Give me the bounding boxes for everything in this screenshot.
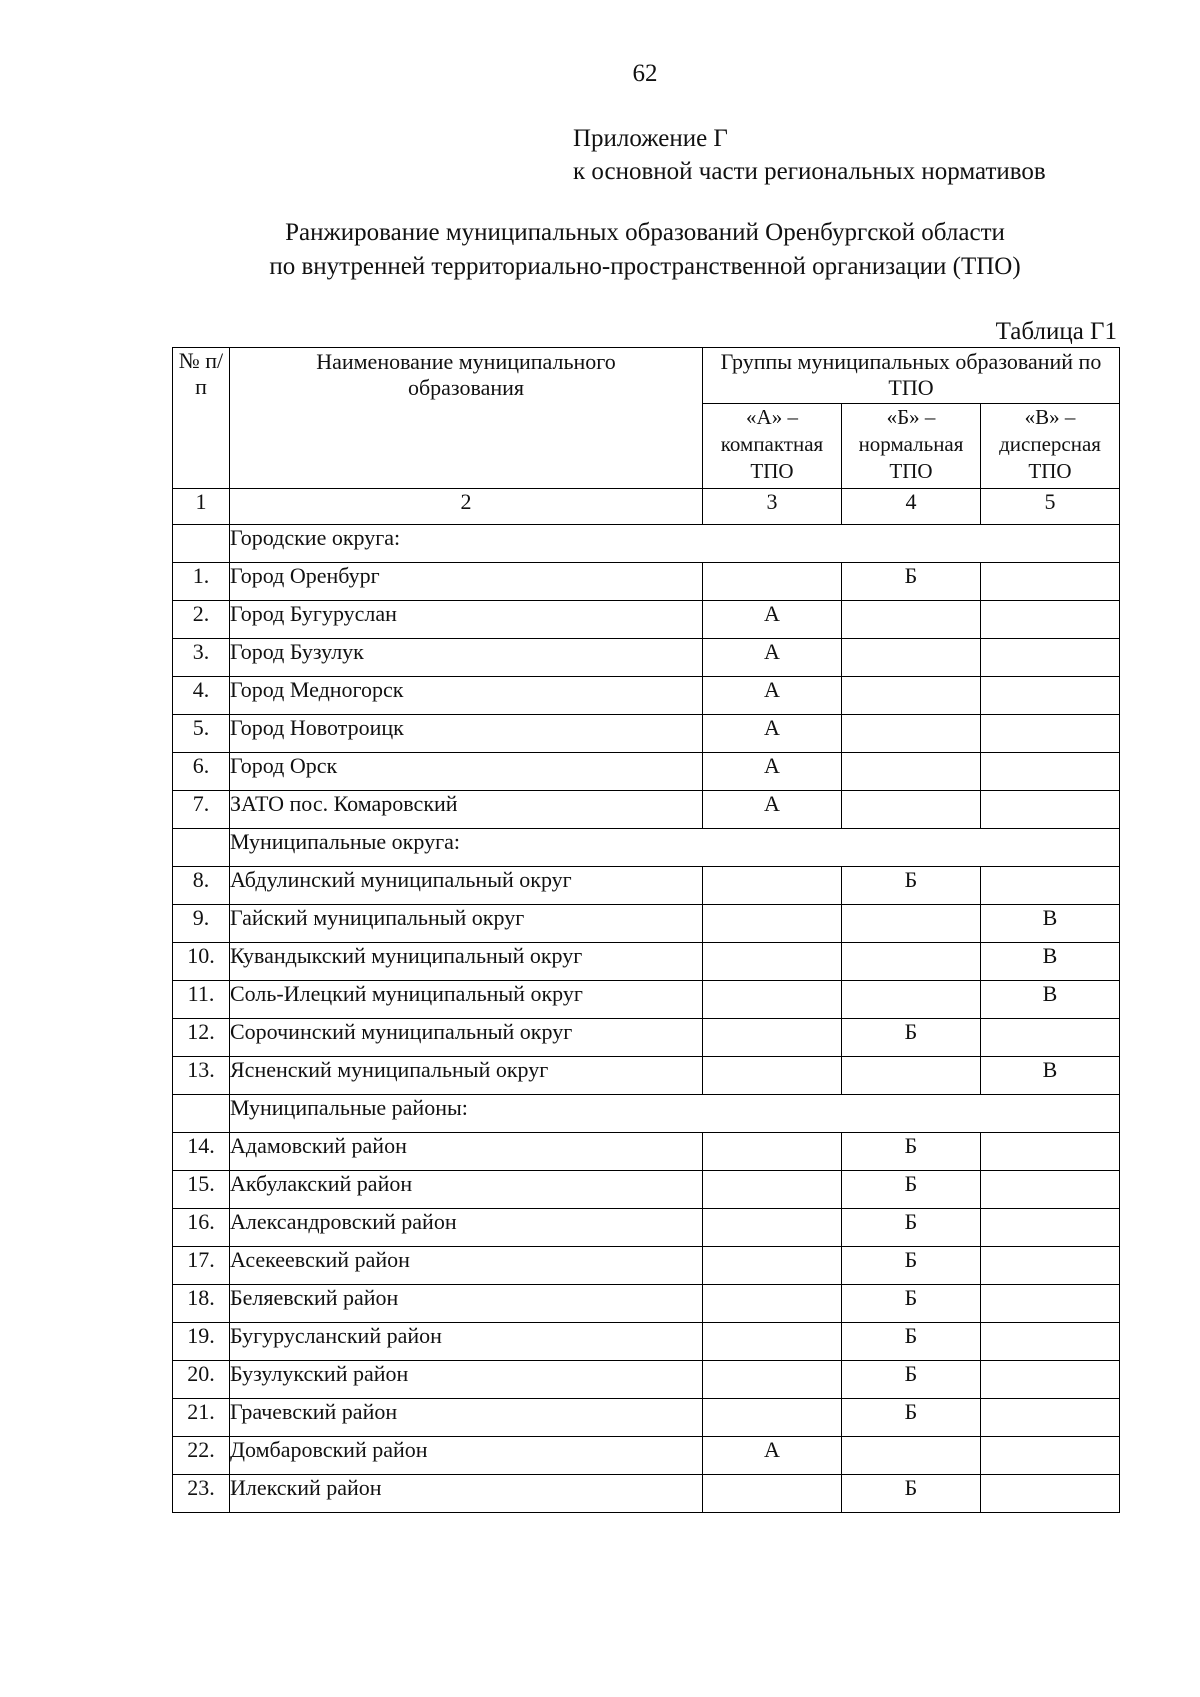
row-name: Ясненский муниципальный округ — [230, 1057, 703, 1095]
group-b-mark — [842, 677, 981, 715]
row-name: Город Бугуруслан — [230, 601, 703, 639]
row-number: 8. — [173, 867, 230, 905]
group-a-mark: А — [703, 677, 842, 715]
group-c-mark — [981, 1361, 1120, 1399]
group-a-mark — [703, 981, 842, 1019]
group-c-mark: В — [981, 943, 1120, 981]
table-row — [173, 791, 1120, 829]
group-c-mark — [981, 1019, 1120, 1057]
col-number: 2 — [230, 489, 703, 525]
table-row — [173, 1437, 1120, 1475]
table-row — [173, 1209, 1120, 1247]
group-c-mark — [981, 1475, 1120, 1513]
section-num-empty — [173, 829, 230, 867]
row-name: Домбаровский район — [230, 1437, 703, 1475]
section-title: Городские округа: — [230, 525, 1120, 563]
group-c-mark — [981, 1133, 1120, 1171]
row-name: Город Новотроицк — [230, 715, 703, 753]
group-a-mark — [703, 1133, 842, 1171]
group-b-mark — [842, 639, 981, 677]
row-number: 4. — [173, 677, 230, 715]
row-name: ЗАТО пос. Комаровский — [230, 791, 703, 829]
row-number: 11. — [173, 981, 230, 1019]
group-c-mark — [981, 1209, 1120, 1247]
group-a-mark — [703, 867, 842, 905]
group-a-mark — [703, 905, 842, 943]
appendix-line-2: к основной части региональных нормативов — [573, 158, 1046, 185]
group-c-mark — [981, 677, 1120, 715]
section-row — [173, 829, 1120, 867]
table-row — [173, 715, 1120, 753]
page-number: 62 — [632, 60, 658, 87]
group-b-mark — [842, 905, 981, 943]
row-number: 19. — [173, 1323, 230, 1361]
group-a-mark — [703, 1209, 842, 1247]
row-name: Абдулинский муниципальный округ — [230, 867, 703, 905]
section-row — [173, 1095, 1120, 1133]
group-b-mark — [842, 1437, 981, 1475]
row-name: Гайский муниципальный округ — [230, 905, 703, 943]
header-group-a: «А» – компактная ТПО — [703, 404, 842, 489]
group-b-mark — [842, 943, 981, 981]
header-num: № п/п — [173, 348, 230, 489]
table-row — [173, 1133, 1120, 1171]
title-line-1: Ранжирование муниципальных образований Оренбургской области — [285, 219, 1005, 246]
row-number: 13. — [173, 1057, 230, 1095]
col-number: 1 — [173, 489, 230, 525]
group-a-mark: А — [703, 715, 842, 753]
table-row — [173, 1475, 1120, 1513]
header-groups: Группы муниципальных образований по ТПО — [703, 348, 1120, 404]
row-name: Беляевский район — [230, 1285, 703, 1323]
group-b-mark: Б — [842, 1285, 981, 1323]
group-c-mark — [981, 1171, 1120, 1209]
header-group-b: «Б» – нормальная ТПО — [842, 404, 981, 489]
group-c-mark: В — [981, 1057, 1120, 1095]
table-row — [173, 601, 1120, 639]
appendix-line-1: Приложение Г — [573, 125, 728, 152]
table-row — [173, 1323, 1120, 1361]
group-b-mark: Б — [842, 1323, 981, 1361]
row-number: 6. — [173, 753, 230, 791]
group-a-mark — [703, 1323, 842, 1361]
row-name: Город Бузулук — [230, 639, 703, 677]
group-b-mark: Б — [842, 867, 981, 905]
group-a-mark — [703, 563, 842, 601]
group-c-mark — [981, 867, 1120, 905]
row-number: 16. — [173, 1209, 230, 1247]
row-number: 5. — [173, 715, 230, 753]
group-b-mark: Б — [842, 563, 981, 601]
row-number: 15. — [173, 1171, 230, 1209]
group-c-mark: В — [981, 905, 1120, 943]
group-a-mark: А — [703, 639, 842, 677]
group-c-mark — [981, 1285, 1120, 1323]
row-number: 18. — [173, 1285, 230, 1323]
group-a-mark — [703, 1247, 842, 1285]
title-line-2: по внутренней территориально-пространственной организации (ТПО) — [269, 253, 1021, 280]
header-row — [173, 348, 1120, 404]
table-row — [173, 677, 1120, 715]
table-row — [173, 1361, 1120, 1399]
group-c-mark — [981, 791, 1120, 829]
group-a-mark — [703, 1475, 842, 1513]
section-title: Муниципальные районы: — [230, 1095, 1120, 1133]
group-a-mark: А — [703, 791, 842, 829]
row-number: 23. — [173, 1475, 230, 1513]
table-row — [173, 1171, 1120, 1209]
group-b-mark: Б — [842, 1133, 981, 1171]
row-number: 17. — [173, 1247, 230, 1285]
group-c-mark: В — [981, 981, 1120, 1019]
table-row — [173, 905, 1120, 943]
group-b-mark: Б — [842, 1399, 981, 1437]
row-number: 22. — [173, 1437, 230, 1475]
table-row — [173, 753, 1120, 791]
group-c-mark — [981, 563, 1120, 601]
ranking-table — [172, 347, 1120, 1513]
group-c-mark — [981, 1437, 1120, 1475]
col-number: 5 — [981, 489, 1120, 525]
table-row — [173, 639, 1120, 677]
section-num-empty — [173, 525, 230, 563]
header-group-c: «В» – дисперсная ТПО — [981, 404, 1120, 489]
group-b-mark — [842, 981, 981, 1019]
row-number: 1. — [173, 563, 230, 601]
row-name: Илекский район — [230, 1475, 703, 1513]
group-a-mark: А — [703, 601, 842, 639]
group-c-mark — [981, 1323, 1120, 1361]
group-c-mark — [981, 601, 1120, 639]
row-number: 3. — [173, 639, 230, 677]
table-row — [173, 563, 1120, 601]
row-name: Сорочинский муниципальный округ — [230, 1019, 703, 1057]
row-number: 14. — [173, 1133, 230, 1171]
group-a-mark — [703, 1171, 842, 1209]
col-number: 4 — [842, 489, 981, 525]
table-label: Таблица Г1 — [995, 318, 1117, 345]
group-c-mark — [981, 1247, 1120, 1285]
row-number: 2. — [173, 601, 230, 639]
group-a-mark: А — [703, 1437, 842, 1475]
group-a-mark — [703, 1361, 842, 1399]
table-row — [173, 1057, 1120, 1095]
row-name: Акбулакский район — [230, 1171, 703, 1209]
row-number: 10. — [173, 943, 230, 981]
row-name: Бузулукский район — [230, 1361, 703, 1399]
row-number: 12. — [173, 1019, 230, 1057]
group-c-mark — [981, 715, 1120, 753]
section-num-empty — [173, 1095, 230, 1133]
group-b-mark — [842, 753, 981, 791]
group-c-mark — [981, 753, 1120, 791]
col-number: 3 — [703, 489, 842, 525]
row-number: 21. — [173, 1399, 230, 1437]
row-name: Асекеевский район — [230, 1247, 703, 1285]
header-name: Наименование муниципального образования — [230, 348, 703, 489]
group-b-mark: Б — [842, 1361, 981, 1399]
group-b-mark: Б — [842, 1019, 981, 1057]
group-b-mark — [842, 1057, 981, 1095]
table-row — [173, 1285, 1120, 1323]
table-row — [173, 943, 1120, 981]
group-a-mark — [703, 1057, 842, 1095]
table-row — [173, 867, 1120, 905]
group-b-mark: Б — [842, 1475, 981, 1513]
group-a-mark — [703, 1019, 842, 1057]
row-name: Город Оренбург — [230, 563, 703, 601]
table-row — [173, 1019, 1120, 1057]
group-a-mark — [703, 943, 842, 981]
group-b-mark — [842, 791, 981, 829]
group-a-mark — [703, 1399, 842, 1437]
group-b-mark: Б — [842, 1247, 981, 1285]
group-b-mark — [842, 715, 981, 753]
section-title: Муниципальные округа: — [230, 829, 1120, 867]
row-name: Грачевский район — [230, 1399, 703, 1437]
row-name: Александровский район — [230, 1209, 703, 1247]
group-b-mark — [842, 601, 981, 639]
group-b-mark: Б — [842, 1171, 981, 1209]
group-b-mark: Б — [842, 1209, 981, 1247]
row-name: Город Орск — [230, 753, 703, 791]
row-name: Город Медногорск — [230, 677, 703, 715]
column-number-row — [173, 489, 1120, 525]
group-a-mark: А — [703, 753, 842, 791]
table-row — [173, 1399, 1120, 1437]
row-number: 7. — [173, 791, 230, 829]
appendix-caption — [573, 122, 1046, 188]
group-c-mark — [981, 1399, 1120, 1437]
row-number: 20. — [173, 1361, 230, 1399]
group-a-mark — [703, 1285, 842, 1323]
document-title — [170, 216, 1120, 284]
row-name: Бугурусланский район — [230, 1323, 703, 1361]
group-c-mark — [981, 639, 1120, 677]
row-name: Соль-Илецкий муниципальный округ — [230, 981, 703, 1019]
row-number: 9. — [173, 905, 230, 943]
table-row — [173, 1247, 1120, 1285]
section-row — [173, 525, 1120, 563]
row-name: Адамовский район — [230, 1133, 703, 1171]
row-name: Кувандыкский муниципальный округ — [230, 943, 703, 981]
table-row — [173, 981, 1120, 1019]
